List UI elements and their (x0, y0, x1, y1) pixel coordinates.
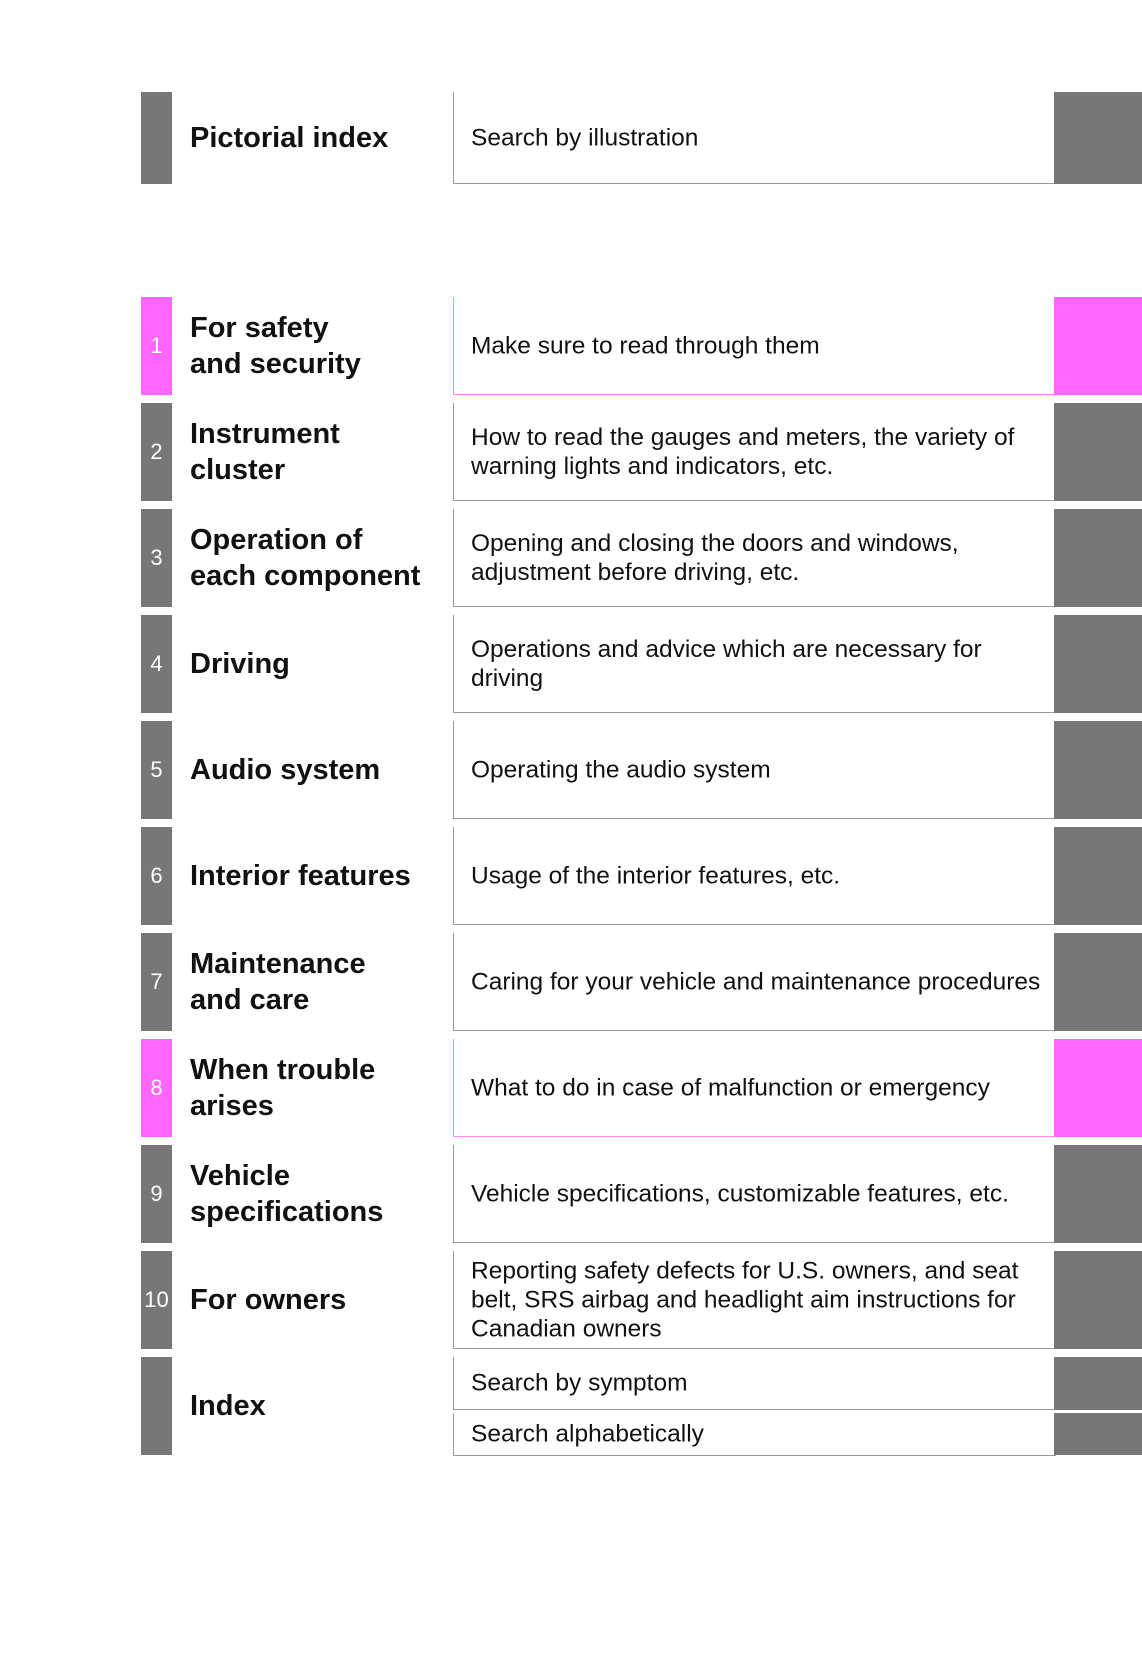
section-number-4: 4 (150, 651, 163, 676)
section-strip-2 (141, 403, 172, 501)
index-tab-alphabetical[interactable] (1054, 1413, 1142, 1455)
index-row (0, 1357, 1142, 1455)
index-tab-symptom[interactable] (1054, 1357, 1142, 1410)
section-row-9[interactable] (0, 1145, 1142, 1243)
pictorial-index-tab[interactable] (1054, 92, 1142, 184)
section-row-8[interactable] (0, 1039, 1142, 1137)
section-strip-10 (141, 1251, 172, 1349)
section-strip-1 (141, 297, 172, 395)
section-title-5: Audio system (190, 754, 381, 786)
section-title-3: Operation of each component (190, 524, 421, 592)
index-item-symptom-label: Search by symptom (471, 1369, 688, 1397)
section-description-10: Reporting safety defects for U.S. owners, and seat belt, SRS airbag and headlight aim instructions for Canadian owners (471, 1257, 1019, 1342)
section-tab-10[interactable] (1054, 1251, 1142, 1349)
section-row-10[interactable] (0, 1251, 1142, 1349)
section-description-box-8 (453, 1039, 1056, 1137)
section-strip-9 (141, 1145, 172, 1243)
section-title-6: Interior features (190, 860, 411, 892)
section-number-7: 7 (150, 969, 163, 994)
index-item-alphabetical[interactable] (453, 1413, 1056, 1456)
section-title-8: When trouble arises (190, 1054, 376, 1122)
section-description-box-4 (453, 615, 1056, 713)
section-description-box-5 (453, 721, 1056, 819)
section-description-3: Opening and closing the doors and windows, adjustment before driving, etc. (471, 529, 959, 586)
section-row-4[interactable] (0, 615, 1142, 713)
section-strip-3 (141, 509, 172, 607)
section-title-1: For safety and security (190, 312, 361, 380)
pictorial-index-description: Search by illustration (471, 124, 699, 151)
section-title-4: Driving (190, 648, 290, 680)
section-row-7[interactable] (0, 933, 1142, 1031)
section-number-9: 9 (150, 1181, 163, 1206)
section-number-10: 10 (144, 1287, 169, 1312)
section-strip-6 (141, 827, 172, 925)
section-description-box-6 (453, 827, 1056, 925)
section-description-9: Vehicle specifications, customizable features, etc. (471, 1180, 1009, 1207)
section-strip-5 (141, 721, 172, 819)
section-tab-2[interactable] (1054, 403, 1142, 501)
index-title: Index (190, 1390, 266, 1422)
section-description-box-7 (453, 933, 1056, 1031)
section-description-1: Make sure to read through them (471, 332, 820, 359)
section-tab-5[interactable] (1054, 721, 1142, 819)
index-strip (141, 1357, 172, 1455)
section-title-10: For owners (190, 1284, 347, 1316)
section-row-6[interactable] (0, 827, 1142, 925)
section-strip-7 (141, 933, 172, 1031)
section-tab-8[interactable] (1054, 1039, 1142, 1137)
index-item-alphabetical-label: Search alphabetically (471, 1420, 704, 1448)
index-item-symptom[interactable] (453, 1357, 1056, 1410)
section-row-3[interactable] (0, 509, 1142, 607)
section-description-7: Caring for your vehicle and maintenance procedures (471, 968, 1041, 995)
section-strip-4 (141, 615, 172, 713)
section-description-2: How to read the gauges and meters, the variety of warning lights and indicators, etc. (471, 423, 1015, 480)
section-tab-6[interactable] (1054, 827, 1142, 925)
section-number-3: 3 (150, 545, 163, 570)
section-row-2[interactable] (0, 403, 1142, 501)
section-row-1[interactable] (0, 297, 1142, 395)
section-tab-3[interactable] (1054, 509, 1142, 607)
section-strip-8 (141, 1039, 172, 1137)
pictorial-index-title: Pictorial index (190, 122, 389, 154)
section-description-box-3 (453, 509, 1056, 607)
section-number-2: 2 (150, 439, 163, 464)
section-row-5[interactable] (0, 721, 1142, 819)
pictorial-index-description-box (453, 92, 1056, 184)
section-tab-4[interactable] (1054, 615, 1142, 713)
section-description-box-2 (453, 403, 1056, 501)
pictorial-index-strip (141, 92, 172, 184)
section-tab-7[interactable] (1054, 933, 1142, 1031)
section-description-box-9 (453, 1145, 1056, 1243)
section-number-8: 8 (150, 1075, 163, 1100)
section-description-8: What to do in case of malfunction or emergency (471, 1074, 990, 1101)
section-number-5: 5 (150, 757, 163, 782)
section-number-1: 1 (150, 333, 163, 358)
section-description-6: Usage of the interior features, etc. (471, 862, 841, 889)
section-description-5: Operating the audio system (471, 756, 771, 783)
section-description-4: Operations and advice which are necessary for driving (471, 635, 982, 692)
section-title-2: Instrument cluster (190, 418, 340, 486)
section-number-6: 6 (150, 863, 163, 888)
section-title-7: Maintenance and care (190, 948, 366, 1016)
section-tab-1[interactable] (1054, 297, 1142, 395)
section-title-9: Vehicle specifications (190, 1160, 384, 1228)
section-tab-9[interactable] (1054, 1145, 1142, 1243)
section-description-box-10 (453, 1251, 1056, 1349)
section-description-box-1 (453, 297, 1056, 395)
pictorial-index-row[interactable] (0, 92, 1142, 184)
